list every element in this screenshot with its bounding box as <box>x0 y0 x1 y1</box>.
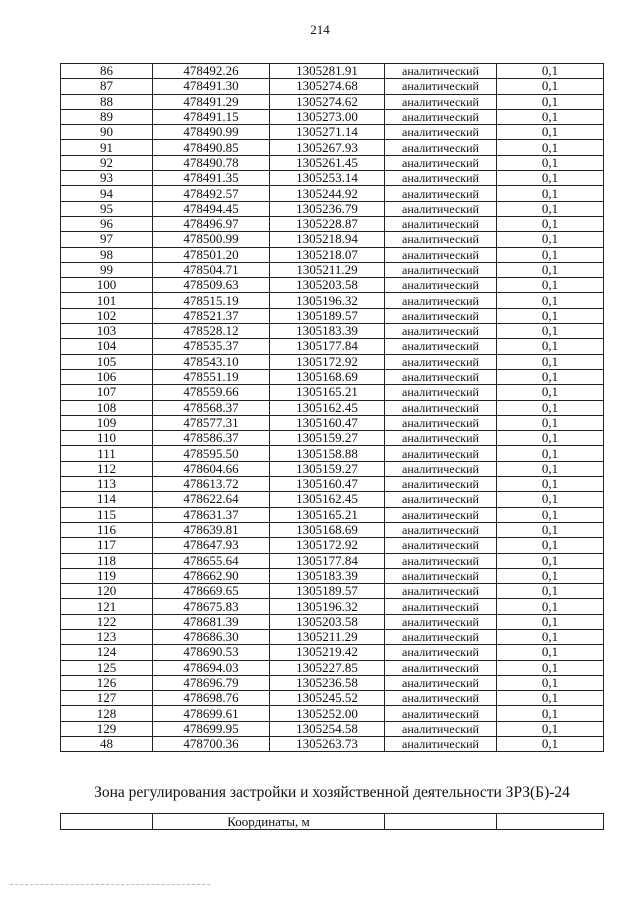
table-row <box>61 293 604 308</box>
method-cell: аналитический <box>385 324 497 339</box>
next-table-header <box>60 813 604 830</box>
point-number-cell: 127 <box>61 691 153 706</box>
coordinate-x-cell: 478528.12 <box>153 324 270 339</box>
method-cell: аналитический <box>385 64 497 79</box>
point-number-cell: 114 <box>61 492 153 507</box>
coordinate-y-cell: 1305218.94 <box>270 232 385 247</box>
point-number-cell: 87 <box>61 79 153 94</box>
table-row <box>61 507 604 522</box>
coordinate-x-cell: 478491.30 <box>153 79 270 94</box>
coordinate-x-cell: 478559.66 <box>153 385 270 400</box>
point-number-cell: 109 <box>61 415 153 430</box>
method-cell: аналитический <box>385 125 497 140</box>
coordinate-x-cell: 478568.37 <box>153 400 270 415</box>
table-row <box>61 721 604 736</box>
scan-artifact-line <box>10 884 210 885</box>
table-row <box>61 599 604 614</box>
point-number-cell: 103 <box>61 324 153 339</box>
accuracy-cell: 0,1 <box>497 339 604 354</box>
accuracy-cell: 0,1 <box>497 737 604 752</box>
accuracy-cell: 0,1 <box>497 660 604 675</box>
coordinate-y-cell: 1305172.92 <box>270 538 385 553</box>
table-row <box>61 675 604 690</box>
accuracy-cell: 0,1 <box>497 446 604 461</box>
coordinate-y-cell: 1305271.14 <box>270 125 385 140</box>
method-cell: аналитический <box>385 109 497 124</box>
coordinates-table <box>60 63 604 752</box>
table-row <box>61 125 604 140</box>
coordinate-y-cell: 1305252.00 <box>270 706 385 721</box>
coordinate-y-cell: 1305281.91 <box>270 64 385 79</box>
coordinate-x-cell: 478500.99 <box>153 232 270 247</box>
accuracy-cell: 0,1 <box>497 584 604 599</box>
coordinate-x-cell: 478639.81 <box>153 522 270 537</box>
table-row <box>61 553 604 568</box>
coordinate-y-cell: 1305211.29 <box>270 262 385 277</box>
point-number-cell: 100 <box>61 278 153 293</box>
method-cell: аналитический <box>385 675 497 690</box>
coordinate-x-cell: 478622.64 <box>153 492 270 507</box>
accuracy-cell: 0,1 <box>497 232 604 247</box>
coordinate-y-cell: 1305165.21 <box>270 507 385 522</box>
accuracy-cell: 0,1 <box>497 171 604 186</box>
accuracy-cell: 0,1 <box>497 721 604 736</box>
coordinate-x-cell: 478492.26 <box>153 64 270 79</box>
coordinate-y-cell: 1305245.52 <box>270 691 385 706</box>
coordinate-x-cell: 478491.35 <box>153 171 270 186</box>
method-cell: аналитический <box>385 568 497 583</box>
point-number-cell: 113 <box>61 477 153 492</box>
accuracy-cell: 0,1 <box>497 247 604 262</box>
accuracy-cell: 0,1 <box>497 140 604 155</box>
coordinate-y-cell: 1305196.32 <box>270 293 385 308</box>
coordinate-y-cell: 1305158.88 <box>270 446 385 461</box>
coordinate-x-cell: 478496.97 <box>153 216 270 231</box>
table-row <box>61 737 604 752</box>
method-cell: аналитический <box>385 155 497 170</box>
accuracy-cell: 0,1 <box>497 461 604 476</box>
method-cell: аналитический <box>385 308 497 323</box>
method-cell: аналитический <box>385 584 497 599</box>
accuracy-cell: 0,1 <box>497 538 604 553</box>
coordinate-x-cell: 478699.95 <box>153 721 270 736</box>
table-row <box>61 446 604 461</box>
accuracy-cell: 0,1 <box>497 477 604 492</box>
table-row <box>61 186 604 201</box>
accuracy-cell: 0,1 <box>497 369 604 384</box>
table-row <box>61 477 604 492</box>
point-number-cell: 107 <box>61 385 153 400</box>
point-number-cell: 117 <box>61 538 153 553</box>
coordinate-x-cell: 478501.20 <box>153 247 270 262</box>
coordinate-x-cell: 478491.15 <box>153 109 270 124</box>
table-row <box>61 614 604 629</box>
table-row <box>61 262 604 277</box>
coordinate-y-cell: 1305160.47 <box>270 415 385 430</box>
coordinate-y-cell: 1305263.73 <box>270 737 385 752</box>
table-row <box>61 94 604 109</box>
method-cell: аналитический <box>385 369 497 384</box>
coordinate-x-cell: 478655.64 <box>153 553 270 568</box>
coordinate-x-cell: 478490.85 <box>153 140 270 155</box>
header-cell-number <box>61 814 153 830</box>
accuracy-cell: 0,1 <box>497 324 604 339</box>
table-row <box>61 339 604 354</box>
accuracy-cell: 0,1 <box>497 94 604 109</box>
coordinate-y-cell: 1305162.45 <box>270 400 385 415</box>
coordinate-y-cell: 1305162.45 <box>270 492 385 507</box>
table-row <box>61 64 604 79</box>
table-row <box>61 660 604 675</box>
table-row <box>61 691 604 706</box>
coordinate-y-cell: 1305203.58 <box>270 278 385 293</box>
accuracy-cell: 0,1 <box>497 201 604 216</box>
table-row <box>61 538 604 553</box>
method-cell: аналитический <box>385 415 497 430</box>
table-row <box>61 400 604 415</box>
table-row <box>61 431 604 446</box>
method-cell: аналитический <box>385 737 497 752</box>
point-number-cell: 97 <box>61 232 153 247</box>
method-cell: аналитический <box>385 201 497 216</box>
table-row <box>61 201 604 216</box>
point-number-cell: 94 <box>61 186 153 201</box>
coordinate-y-cell: 1305253.14 <box>270 171 385 186</box>
coordinate-x-cell: 478515.19 <box>153 293 270 308</box>
coordinate-x-cell: 478686.30 <box>153 629 270 644</box>
coordinate-y-cell: 1305227.85 <box>270 660 385 675</box>
table-row <box>61 79 604 94</box>
method-cell: аналитический <box>385 446 497 461</box>
accuracy-cell: 0,1 <box>497 385 604 400</box>
coordinate-x-cell: 478631.37 <box>153 507 270 522</box>
coordinate-x-cell: 478690.53 <box>153 645 270 660</box>
coordinate-x-cell: 478681.39 <box>153 614 270 629</box>
point-number-cell: 99 <box>61 262 153 277</box>
method-cell: аналитический <box>385 247 497 262</box>
method-cell: аналитический <box>385 431 497 446</box>
coordinate-y-cell: 1305228.87 <box>270 216 385 231</box>
point-number-cell: 119 <box>61 568 153 583</box>
header-cell-accuracy <box>497 814 604 830</box>
point-number-cell: 102 <box>61 308 153 323</box>
point-number-cell: 121 <box>61 599 153 614</box>
accuracy-cell: 0,1 <box>497 568 604 583</box>
coordinate-x-cell: 478699.61 <box>153 706 270 721</box>
coordinate-y-cell: 1305219.42 <box>270 645 385 660</box>
coordinate-y-cell: 1305267.93 <box>270 140 385 155</box>
coordinate-x-cell: 478586.37 <box>153 431 270 446</box>
method-cell: аналитический <box>385 706 497 721</box>
accuracy-cell: 0,1 <box>497 706 604 721</box>
point-number-cell: 48 <box>61 737 153 752</box>
table-row <box>61 629 604 644</box>
accuracy-cell: 0,1 <box>497 186 604 201</box>
point-number-cell: 106 <box>61 369 153 384</box>
coordinate-y-cell: 1305168.69 <box>270 522 385 537</box>
coordinate-y-cell: 1305172.92 <box>270 354 385 369</box>
point-number-cell: 92 <box>61 155 153 170</box>
table-row <box>61 584 604 599</box>
accuracy-cell: 0,1 <box>497 492 604 507</box>
point-number-cell: 108 <box>61 400 153 415</box>
point-number-cell: 126 <box>61 675 153 690</box>
coordinate-x-cell: 478492.57 <box>153 186 270 201</box>
table-row <box>61 706 604 721</box>
table-row <box>61 385 604 400</box>
point-number-cell: 89 <box>61 109 153 124</box>
header-cell-coordinates: Координаты, м <box>153 814 385 830</box>
point-number-cell: 93 <box>61 171 153 186</box>
coordinate-x-cell: 478669.65 <box>153 584 270 599</box>
method-cell: аналитический <box>385 522 497 537</box>
table-row <box>61 354 604 369</box>
method-cell: аналитический <box>385 232 497 247</box>
point-number-cell: 120 <box>61 584 153 599</box>
coordinate-x-cell: 478647.93 <box>153 538 270 553</box>
method-cell: аналитический <box>385 94 497 109</box>
accuracy-cell: 0,1 <box>497 64 604 79</box>
coordinate-x-cell: 478700.36 <box>153 737 270 752</box>
point-number-cell: 104 <box>61 339 153 354</box>
header-cell-method <box>385 814 497 830</box>
table-row <box>61 171 604 186</box>
accuracy-cell: 0,1 <box>497 278 604 293</box>
method-cell: аналитический <box>385 599 497 614</box>
accuracy-cell: 0,1 <box>497 614 604 629</box>
coordinate-y-cell: 1305274.68 <box>270 79 385 94</box>
method-cell: аналитический <box>385 629 497 644</box>
zone-title: Зона регулирования застройки и хозяйственной деятельности ЗРЗ(Б)-24 <box>94 784 570 801</box>
point-number-cell: 86 <box>61 64 153 79</box>
coordinate-x-cell: 478577.31 <box>153 415 270 430</box>
accuracy-cell: 0,1 <box>497 262 604 277</box>
coordinate-x-cell: 478604.66 <box>153 461 270 476</box>
coordinate-x-cell: 478694.03 <box>153 660 270 675</box>
method-cell: аналитический <box>385 354 497 369</box>
table-row <box>61 568 604 583</box>
table-row <box>61 522 604 537</box>
coordinate-x-cell: 478509.63 <box>153 278 270 293</box>
coordinate-x-cell: 478521.37 <box>153 308 270 323</box>
coordinate-y-cell: 1305211.29 <box>270 629 385 644</box>
coordinate-x-cell: 478595.50 <box>153 446 270 461</box>
table-row <box>61 216 604 231</box>
coordinate-y-cell: 1305177.84 <box>270 553 385 568</box>
coordinate-y-cell: 1305159.27 <box>270 461 385 476</box>
method-cell: аналитический <box>385 553 497 568</box>
method-cell: аналитический <box>385 262 497 277</box>
method-cell: аналитический <box>385 492 497 507</box>
method-cell: аналитический <box>385 691 497 706</box>
table-row <box>61 492 604 507</box>
coordinate-y-cell: 1305254.58 <box>270 721 385 736</box>
coordinate-y-cell: 1305236.58 <box>270 675 385 690</box>
point-number-cell: 88 <box>61 94 153 109</box>
point-number-cell: 90 <box>61 125 153 140</box>
table-row <box>61 155 604 170</box>
method-cell: аналитический <box>385 721 497 736</box>
method-cell: аналитический <box>385 79 497 94</box>
coordinate-y-cell: 1305183.39 <box>270 568 385 583</box>
coordinate-x-cell: 478613.72 <box>153 477 270 492</box>
method-cell: аналитический <box>385 140 497 155</box>
coordinate-y-cell: 1305274.62 <box>270 94 385 109</box>
method-cell: аналитический <box>385 507 497 522</box>
point-number-cell: 112 <box>61 461 153 476</box>
point-number-cell: 118 <box>61 553 153 568</box>
table-row <box>61 278 604 293</box>
coordinate-y-cell: 1305218.07 <box>270 247 385 262</box>
point-number-cell: 98 <box>61 247 153 262</box>
table-row <box>61 461 604 476</box>
coordinate-x-cell: 478504.71 <box>153 262 270 277</box>
coordinate-x-cell: 478490.99 <box>153 125 270 140</box>
accuracy-cell: 0,1 <box>497 109 604 124</box>
point-number-cell: 91 <box>61 140 153 155</box>
point-number-cell: 95 <box>61 201 153 216</box>
accuracy-cell: 0,1 <box>497 553 604 568</box>
coordinate-y-cell: 1305236.79 <box>270 201 385 216</box>
method-cell: аналитический <box>385 645 497 660</box>
accuracy-cell: 0,1 <box>497 691 604 706</box>
coordinate-y-cell: 1305196.32 <box>270 599 385 614</box>
point-number-cell: 115 <box>61 507 153 522</box>
table-row <box>61 645 604 660</box>
point-number-cell: 111 <box>61 446 153 461</box>
coordinate-x-cell: 478494.45 <box>153 201 270 216</box>
point-number-cell: 96 <box>61 216 153 231</box>
header-row <box>61 814 604 830</box>
accuracy-cell: 0,1 <box>497 599 604 614</box>
coordinate-y-cell: 1305189.57 <box>270 584 385 599</box>
coordinate-y-cell: 1305165.21 <box>270 385 385 400</box>
coordinate-y-cell: 1305273.00 <box>270 109 385 124</box>
coordinate-x-cell: 478696.79 <box>153 675 270 690</box>
table-row <box>61 324 604 339</box>
point-number-cell: 129 <box>61 721 153 736</box>
accuracy-cell: 0,1 <box>497 308 604 323</box>
coordinate-y-cell: 1305183.39 <box>270 324 385 339</box>
coordinate-x-cell: 478551.19 <box>153 369 270 384</box>
method-cell: аналитический <box>385 538 497 553</box>
coordinate-y-cell: 1305160.47 <box>270 477 385 492</box>
coordinate-y-cell: 1305203.58 <box>270 614 385 629</box>
page-number: 214 <box>310 22 330 37</box>
accuracy-cell: 0,1 <box>497 125 604 140</box>
coordinate-y-cell: 1305261.45 <box>270 155 385 170</box>
accuracy-cell: 0,1 <box>497 507 604 522</box>
accuracy-cell: 0,1 <box>497 645 604 660</box>
point-number-cell: 122 <box>61 614 153 629</box>
table-row <box>61 140 604 155</box>
method-cell: аналитический <box>385 400 497 415</box>
coordinate-y-cell: 1305159.27 <box>270 431 385 446</box>
coordinate-x-cell: 478535.37 <box>153 339 270 354</box>
accuracy-cell: 0,1 <box>497 675 604 690</box>
method-cell: аналитический <box>385 614 497 629</box>
table-row <box>61 109 604 124</box>
coordinate-x-cell: 478698.76 <box>153 691 270 706</box>
point-number-cell: 105 <box>61 354 153 369</box>
accuracy-cell: 0,1 <box>497 415 604 430</box>
method-cell: аналитический <box>385 477 497 492</box>
table-row <box>61 232 604 247</box>
method-cell: аналитический <box>385 216 497 231</box>
method-cell: аналитический <box>385 186 497 201</box>
point-number-cell: 110 <box>61 431 153 446</box>
point-number-cell: 125 <box>61 660 153 675</box>
accuracy-cell: 0,1 <box>497 522 604 537</box>
accuracy-cell: 0,1 <box>497 431 604 446</box>
accuracy-cell: 0,1 <box>497 400 604 415</box>
coordinate-x-cell: 478675.83 <box>153 599 270 614</box>
point-number-cell: 128 <box>61 706 153 721</box>
method-cell: аналитический <box>385 278 497 293</box>
method-cell: аналитический <box>385 171 497 186</box>
method-cell: аналитический <box>385 293 497 308</box>
method-cell: аналитический <box>385 461 497 476</box>
coordinate-y-cell: 1305244.92 <box>270 186 385 201</box>
coordinate-x-cell: 478490.78 <box>153 155 270 170</box>
method-cell: аналитический <box>385 385 497 400</box>
table-row <box>61 369 604 384</box>
accuracy-cell: 0,1 <box>497 293 604 308</box>
accuracy-cell: 0,1 <box>497 79 604 94</box>
coordinate-x-cell: 478491.29 <box>153 94 270 109</box>
coordinates-table-body <box>61 64 604 752</box>
accuracy-cell: 0,1 <box>497 155 604 170</box>
method-cell: аналитический <box>385 339 497 354</box>
coordinate-x-cell: 478662.90 <box>153 568 270 583</box>
accuracy-cell: 0,1 <box>497 216 604 231</box>
table-row <box>61 247 604 262</box>
accuracy-cell: 0,1 <box>497 354 604 369</box>
coordinate-y-cell: 1305177.84 <box>270 339 385 354</box>
table-row <box>61 308 604 323</box>
coordinate-y-cell: 1305168.69 <box>270 369 385 384</box>
point-number-cell: 116 <box>61 522 153 537</box>
method-cell: аналитический <box>385 660 497 675</box>
point-number-cell: 124 <box>61 645 153 660</box>
point-number-cell: 123 <box>61 629 153 644</box>
table-row <box>61 415 604 430</box>
accuracy-cell: 0,1 <box>497 629 604 644</box>
coordinate-x-cell: 478543.10 <box>153 354 270 369</box>
point-number-cell: 101 <box>61 293 153 308</box>
coordinate-y-cell: 1305189.57 <box>270 308 385 323</box>
